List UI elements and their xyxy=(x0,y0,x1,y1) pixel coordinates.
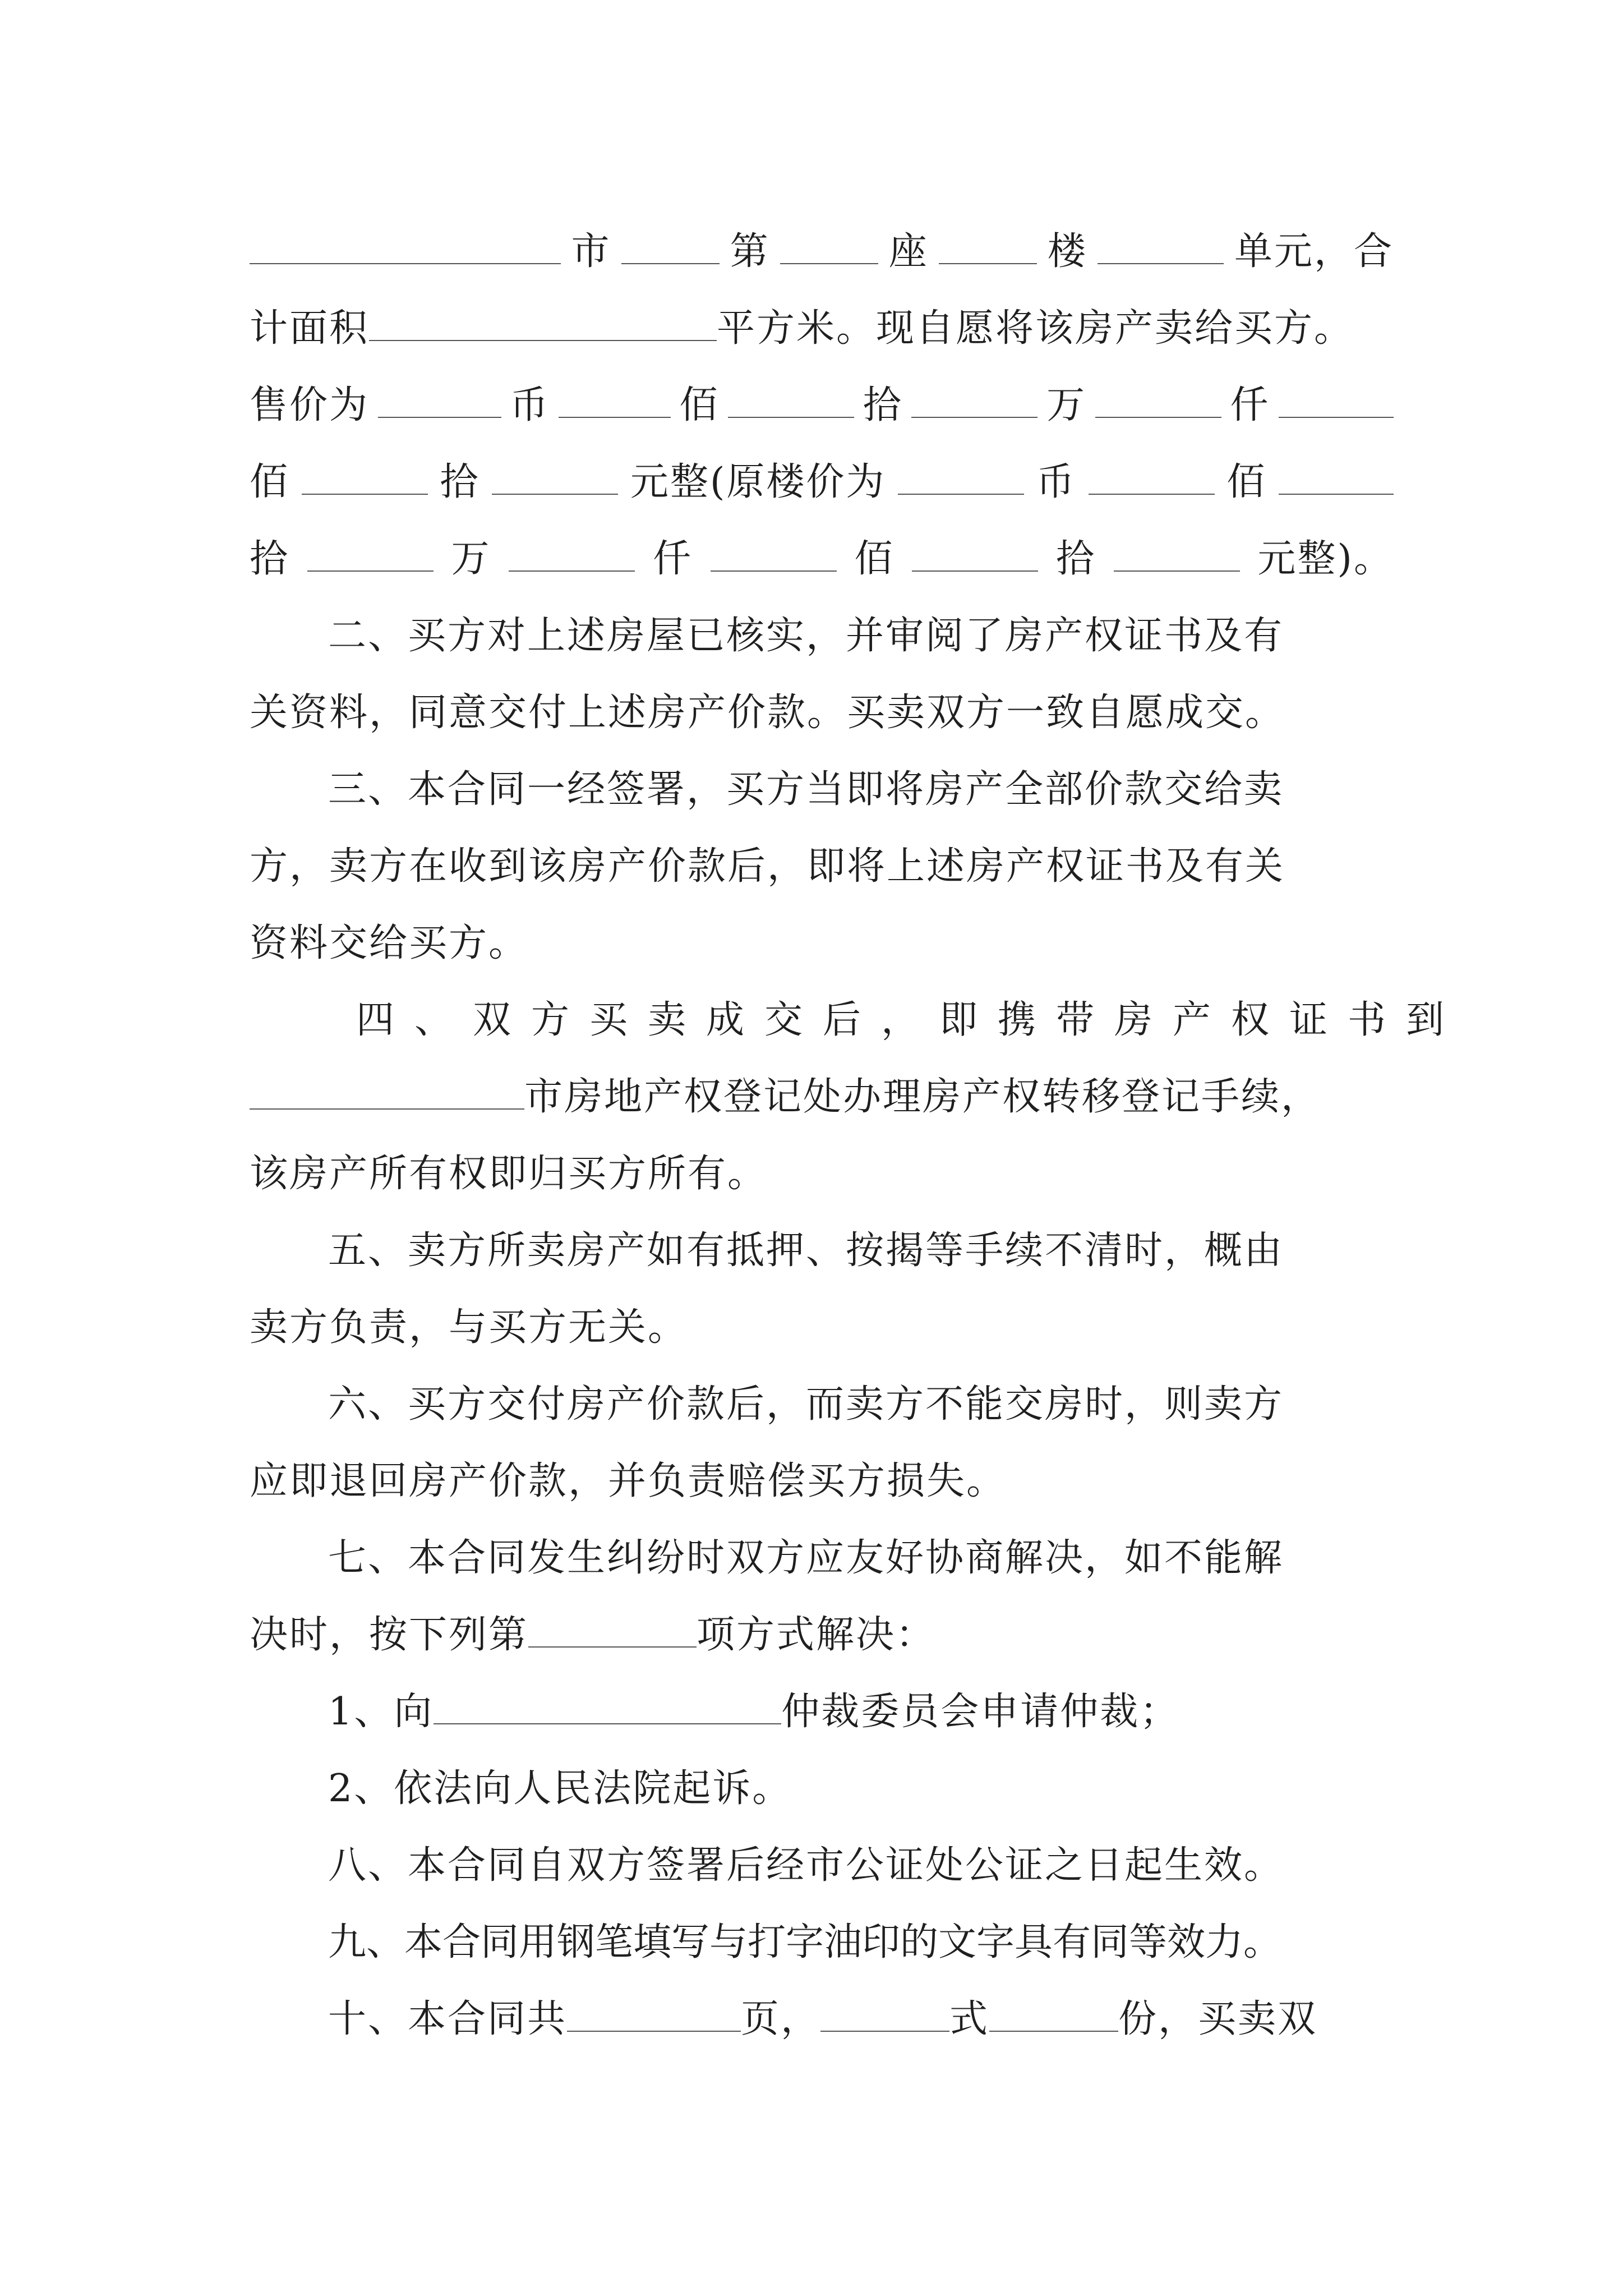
clause-7-option-1 xyxy=(250,1673,1394,1750)
sale-price-line-2 xyxy=(250,444,1394,521)
text-segment: 份，买卖双 xyxy=(1118,1997,1318,2041)
text-segment: 拾 xyxy=(250,537,290,581)
price-blank[interactable] xyxy=(302,459,428,495)
original-price-line xyxy=(250,521,1394,597)
text-segment: 第 xyxy=(730,229,770,274)
currency-blank[interactable] xyxy=(898,459,1024,495)
text-segment: 万 xyxy=(451,537,491,581)
clause-6: 六、买方交付房产价款后，而卖方不能交房时，则卖方 xyxy=(328,1382,1284,1427)
text-segment: 售价为 xyxy=(250,383,370,427)
copy-count-blank[interactable] xyxy=(989,1996,1118,2032)
city-blank[interactable] xyxy=(250,228,561,264)
area-line xyxy=(250,290,1394,367)
price-blank[interactable] xyxy=(1089,459,1215,495)
clause-2: 二、买方对上述房屋已核实，并审阅了房产权证书及有 xyxy=(328,614,1284,658)
price-blank[interactable] xyxy=(728,382,854,418)
copy-type-blank[interactable] xyxy=(820,1996,949,2032)
price-blank[interactable] xyxy=(1114,536,1240,572)
text-segment: 1、向 xyxy=(328,1690,434,1734)
district-blank[interactable] xyxy=(621,228,720,264)
text-segment: 佰 xyxy=(679,383,720,427)
price-blank[interactable] xyxy=(509,536,635,572)
text-segment: 单元，合 xyxy=(1234,229,1394,274)
text-segment: 四、双方买卖成交后，即携带房产权证书到 xyxy=(356,998,1465,1042)
price-blank[interactable] xyxy=(492,459,618,495)
text-segment: 元整)。 xyxy=(1257,537,1394,581)
text-segment: 拾 xyxy=(1055,537,1096,581)
text-segment: 式 xyxy=(949,1997,990,2041)
clause-3: 三、本合同一经签署，买方当即将房产全部价款交给卖 xyxy=(328,767,1284,812)
clause-5-cont: 卖方负责，与买方无关。 xyxy=(250,1305,688,1350)
price-blank[interactable] xyxy=(1279,459,1394,495)
text-segment: 决时，按下列第 xyxy=(250,1613,529,1657)
text-segment: 佰 xyxy=(1227,460,1267,504)
text-segment: 计面积 xyxy=(250,306,370,351)
block-blank[interactable] xyxy=(780,228,878,264)
clause-7: 七、本合同发生纠纷时双方应友好协商解决，如不能解 xyxy=(328,1536,1284,1580)
price-blank[interactable] xyxy=(911,382,1038,418)
clause-3-cont: 方，卖方在收到该房产价款后，即将上述房产权证书及有关 xyxy=(250,844,1285,889)
clause-4 xyxy=(250,982,1465,1059)
area-blank[interactable] xyxy=(369,305,717,341)
city-blank[interactable] xyxy=(250,1074,524,1110)
clause-7-option-2: 2、依法向人民法院起诉。 xyxy=(328,1766,792,1811)
text-segment: 仟 xyxy=(1230,383,1270,427)
clause-9: 九、本合同用钢笔填写与打字油印的文字具有同等效力。 xyxy=(328,1920,1282,1964)
text-segment: 仲裁委员会申请仲裁； xyxy=(781,1690,1180,1734)
text-segment: 币 xyxy=(510,383,550,427)
price-blank[interactable] xyxy=(912,536,1038,572)
text-segment: 拾 xyxy=(863,383,903,427)
contract-body xyxy=(250,213,1465,2058)
text-segment: 项方式解决： xyxy=(697,1613,936,1657)
text-segment: 元整(原楼价为 xyxy=(630,460,886,504)
price-blank[interactable] xyxy=(1095,382,1221,418)
text-segment: 页， xyxy=(741,1997,821,2041)
text-segment: 市房地产权登记处办理房产权转移登记手续， xyxy=(524,1075,1321,1119)
text-segment: 仟 xyxy=(652,537,693,581)
price-blank[interactable] xyxy=(711,536,837,572)
text-segment: 万 xyxy=(1046,383,1087,427)
arbitration-committee-blank[interactable] xyxy=(434,1688,781,1724)
method-number-blank[interactable] xyxy=(528,1612,697,1648)
property-location-line xyxy=(250,213,1394,290)
clause-5: 五、卖方所卖房产如有抵押、按揭等手续不清时，概由 xyxy=(328,1228,1284,1273)
price-blank[interactable] xyxy=(559,382,671,418)
clause-8: 八、本合同自双方签署后经市公证处公证之日起生效。 xyxy=(328,1843,1284,1888)
floor-blank[interactable] xyxy=(1098,228,1224,264)
text-segment: 座 xyxy=(888,229,929,274)
text-segment: 十、本合同共 xyxy=(328,1997,568,2041)
text-segment: 平方米。现自愿将该房产卖给买方。 xyxy=(717,306,1354,351)
building-blank[interactable] xyxy=(939,228,1037,264)
currency-blank[interactable] xyxy=(378,382,501,418)
clause-10 xyxy=(250,1981,1394,2058)
text-segment: 楼 xyxy=(1047,229,1087,274)
sale-price-line xyxy=(250,367,1394,444)
page-count-blank[interactable] xyxy=(567,1996,741,2032)
text-segment: 佰 xyxy=(854,537,895,581)
text-segment: 市 xyxy=(571,229,611,274)
price-blank[interactable] xyxy=(1279,382,1394,418)
text-segment: 拾 xyxy=(440,460,480,504)
text-segment: 佰 xyxy=(250,460,290,504)
clause-4-cont-2: 该房产所有权即归买方所有。 xyxy=(250,1152,768,1196)
clause-7-cont xyxy=(250,1596,1394,1673)
clause-6-cont: 应即退回房产价款，并负责赔偿买方损失。 xyxy=(250,1459,1007,1503)
price-blank[interactable] xyxy=(307,536,434,572)
clause-3-cont-2: 资料交给买方。 xyxy=(250,921,529,965)
clause-4-cont xyxy=(250,1059,1394,1135)
clause-2-cont: 关资料，同意交付上述房产价款。买卖双方一致自愿成交。 xyxy=(250,691,1285,735)
text-segment: 币 xyxy=(1036,460,1076,504)
